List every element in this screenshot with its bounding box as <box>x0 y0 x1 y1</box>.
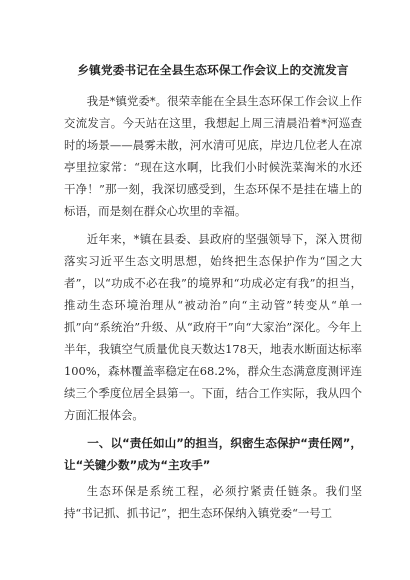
body-paragraph-overview: 近年来，*镇在县委、县政府的坚强领导下，深入贯彻落实习近平生态文明思想，始终把生态保护作为“国之大者”，以“功成不必在我”的境界和“功成必定有我”的担当，推动生态环境治理从“被动治”向“主动管”转变从“单一抓”向“系统治”升级、从“政府干”向“大家治”深化。今年上半年，我镇空气质量优良天数达178天，地表水断面达标率100%，森林覆盖率稳定在68.2%，群众生态满意度测评连续三个季度位居全县第一。下面，结合工作实际，我从四个方面汇报体会。 <box>64 232 362 422</box>
body-paragraph-intro: 我是*镇党委*。很荣幸能在全县生态环保工作会议上作交流发言。今天站在这里，我想起上周三清晨沿着*河巡查时的场景——晨雾未散，河水清可见底，岸边几位老人在凉亭里拉家常：“现在这水啊，比我们小时候洗菜淘米的水还干净！”那一刻，我深切感受到，生态环保不是挂在墙上的标语，而是刻在群众心坎里的幸福。 <box>64 94 362 218</box>
body-paragraph-section-1: 生态环保是系统工程，必须拧紧责任链条。我们坚持“书记抓、抓书记”，把生态环保纳入镇党委“一号工 <box>64 484 362 520</box>
document-title: 乡镇党委书记在全县生态环保工作会议上的交流发言 <box>77 63 349 77</box>
section-heading-1: 一、以“责任如山”的担当，织密生态保护“责任网”，让“关键少数”成为“主攻手” <box>64 436 362 472</box>
